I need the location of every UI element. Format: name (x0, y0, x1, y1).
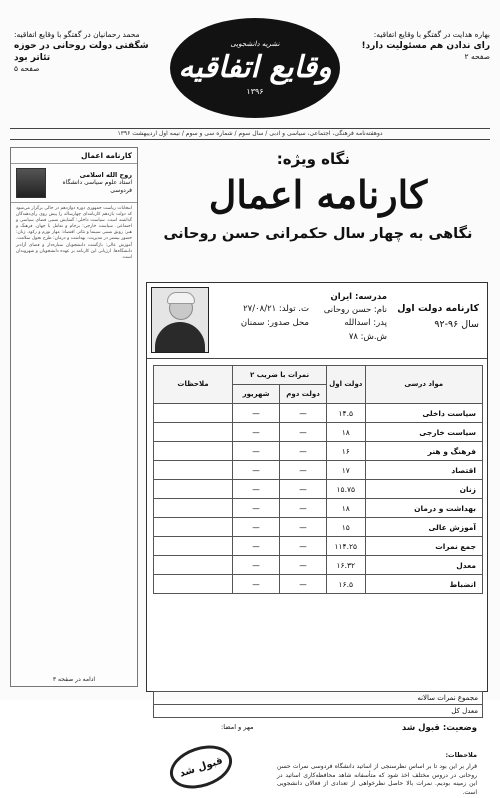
header-shahrivar: شهریور (233, 385, 280, 404)
header-coef: نمرات با ضریب ۲ (233, 366, 327, 385)
teaser-left-page: صفحه ۵ (14, 64, 40, 74)
grade-row (154, 442, 483, 461)
header-subject: مواد درسی (365, 366, 483, 404)
grade-row (154, 518, 483, 537)
student-info (307, 291, 387, 344)
shahrivar-cell: — (233, 423, 280, 442)
second-term-cell: — (280, 461, 327, 480)
subject-cell: زنان (365, 480, 483, 499)
term-label: کارنامه دولت اول (397, 303, 479, 314)
seal-label: مهر و امضا: (221, 723, 254, 731)
summary-table (153, 691, 483, 718)
subject-cell: بهداشت و درمان (365, 499, 483, 518)
subject-cell: سیاست داخلی (365, 404, 483, 423)
status-result: وضعیت: قبول شد (401, 723, 477, 733)
shahrivar-cell: — (233, 442, 280, 461)
notes-cell (154, 404, 233, 423)
teaser-left[interactable] (14, 30, 164, 75)
notes-cell (154, 442, 233, 461)
teaser-right[interactable] (340, 30, 490, 62)
teaser-right-headline: رای ندادن هم مسئولیت دارد! (361, 41, 490, 52)
grade-row (154, 537, 483, 556)
report-card (146, 282, 488, 797)
notes-cell (154, 461, 233, 480)
overall-avg-label: معدل کل (154, 705, 483, 718)
portrait-photo (151, 287, 209, 353)
grade-row (154, 423, 483, 442)
score-cell: ۱۱۴.۲۵ (327, 537, 365, 556)
report-card-header (147, 283, 487, 359)
grade-row (154, 404, 483, 423)
second-term-cell: — (280, 556, 327, 575)
side-column-body: انتخابات ریاست جمهوری دوره دوازدهم در حالی برگزار می‌شود که دولت یازدهم کارنامه‌ای چهارساله را پیش روی رأی‌دهندگان گذاشته است. سیاست داخلی: گشایش نسبی فضای سیاسی و اجتماعی. سیاست خارجی: برجام و تعامل با جهان. فرهنگ و هنر: رونق نسبی سینما و تئاتر. اقتصاد: مهار تورم و رکود. زنان: حضور بیشتر در مدیریت. بهداشت و درمان: طرح تحول سلامت. آموزش عالی: بازگشت دانشجویان ستاره‌دار و فضای آزادتر دانشگاه‌ها. ارزیابی این کارنامه بر عهده دانشجویان و شهروندان است. (16, 206, 132, 260)
shahrivar-cell: — (233, 461, 280, 480)
author-text (50, 171, 132, 195)
side-column-title: کارنامه اعمال (11, 148, 137, 164)
grades-header-row (154, 366, 483, 385)
birth-info (214, 303, 309, 330)
author-role: استاد علوم سیاسی دانشگاه فردوسی (62, 179, 132, 195)
father-field: پدر: اسدالله (344, 318, 387, 329)
shahrivar-cell: — (233, 518, 280, 537)
author-photo (16, 168, 46, 198)
term-block (397, 301, 479, 333)
notes-cell (154, 499, 233, 518)
second-term-cell: — (280, 499, 327, 518)
author-box (11, 164, 137, 203)
school-field: مدرسه: ایران (330, 292, 387, 302)
teaser-left-intro: محمد رحمانیان در گفتگو با وقایع اتفاقیه: (14, 30, 140, 39)
subject-cell: اقتصاد (365, 461, 483, 480)
subject-cell: معدل (365, 556, 483, 575)
summary-row-annual (154, 692, 483, 705)
second-term-cell: — (280, 423, 327, 442)
grades-body (154, 404, 483, 594)
subject-cell: انضباط (365, 575, 483, 594)
score-cell: ۱۶.۵ (327, 575, 365, 594)
header-first-term: دولت اول (327, 366, 365, 404)
notes-cell (154, 423, 233, 442)
side-column (10, 147, 138, 687)
score-cell: ۱۵ (327, 518, 365, 537)
score-cell: ۱۷ (327, 461, 365, 480)
summary-row-average (154, 705, 483, 718)
header-second-term: دولت دوم (280, 385, 327, 404)
birth-date: ت. تولد: ۲۷/۰۸/۲۱ (243, 304, 309, 314)
kicker: نگاه ویژه: (276, 150, 350, 168)
score-cell: ۱۵.۷۵ (327, 480, 365, 499)
shahrivar-cell: — (233, 404, 280, 423)
grades-table (153, 365, 483, 594)
shahrivar-cell: — (233, 575, 280, 594)
term-years: سال ۹۶-۹۲ (434, 319, 479, 331)
score-cell: ۱۸ (327, 423, 365, 442)
second-term-cell: — (280, 404, 327, 423)
notes-cell (154, 575, 233, 594)
teaser-right-page: صفحه ۲ (464, 52, 490, 62)
second-term-cell: — (280, 480, 327, 499)
publisher-line: نشریه دانشجویی (230, 40, 280, 48)
name-field: نام: حسن روحانی (323, 305, 387, 316)
subject-cell: آموزش عالی (365, 518, 483, 537)
shahrivar-cell: — (233, 537, 280, 556)
second-term-cell: — (280, 537, 327, 556)
passed-stamp: قبول شد (164, 738, 237, 796)
shahrivar-cell: — (233, 480, 280, 499)
notes-cell (154, 556, 233, 575)
notes-title: ملاحظات: (445, 751, 477, 759)
second-term-cell: — (280, 518, 327, 537)
portrait-robe (155, 322, 205, 352)
continuation-link[interactable]: ادامه در صفحه ۳ (52, 676, 96, 683)
shahrivar-cell: — (233, 499, 280, 518)
shahrivar-cell: — (233, 556, 280, 575)
notes-body: قرار بر این بود تا بر اساس نظرسنجی از اساتید دانشگاه فردوسی نمرات حسن روحانی در دروس مختلف اخذ شود که متأسفانه شاهد محافظه‌کاری اساتید در این زمینه بودیم. نمرات بالا حاصل نظرخواهی از تعدادی از فعالان دانشجویی است. (277, 763, 477, 797)
grade-row (154, 556, 483, 575)
teaser-left-headline: شگفتی دولت روحانی در حوزه تئاتر بود (14, 41, 149, 64)
birth-place: محل صدور: سمنان (240, 317, 309, 328)
subheadline: نگاهی به چهار سال حکمرانی حسن روحانی (163, 226, 473, 242)
dateline: دوهفته‌نامه فرهنگی، اجتماعی، سیاسی و ادبی / سال سوم / شماره سی و سوم / نیمه اول اردیبهشت ۱۳۹۶ (10, 128, 490, 140)
grade-row (154, 575, 483, 594)
notes-cell (154, 518, 233, 537)
score-cell: ۱۸ (327, 499, 365, 518)
subject-cell: سیاست خارجی (365, 423, 483, 442)
annual-total-label: مجموع نمرات سالانه (154, 692, 483, 705)
logo-year: ۱۳۹۶ (246, 87, 264, 96)
subject-cell: فرهنگ و هنر (365, 442, 483, 461)
author-name: روح الله اسلامی (79, 170, 132, 179)
portrait-turban (167, 292, 195, 304)
score-cell: ۱۶ (327, 442, 365, 461)
notes-cell (154, 480, 233, 499)
masthead-logo (170, 18, 340, 118)
id-field: ش.ش: ۷۸ (348, 331, 387, 342)
score-cell: ۱۴.۵ (327, 404, 365, 423)
grade-row (154, 480, 483, 499)
grade-row (154, 499, 483, 518)
notes-cell (154, 537, 233, 556)
second-term-cell: — (280, 575, 327, 594)
main-headline: کارنامه اعمال (208, 172, 428, 217)
teaser-right-intro: بهاره هدایت در گفتگو با وقایع اتفاقیه: (373, 30, 490, 39)
grade-row (154, 461, 483, 480)
logo-title: وقایع اتفاقیه (178, 50, 332, 85)
second-term-cell: — (280, 442, 327, 461)
header-notes: ملاحظات (154, 366, 233, 404)
subject-cell: جمع نمرات (365, 537, 483, 556)
score-cell: ۱۶.۳۲ (327, 556, 365, 575)
